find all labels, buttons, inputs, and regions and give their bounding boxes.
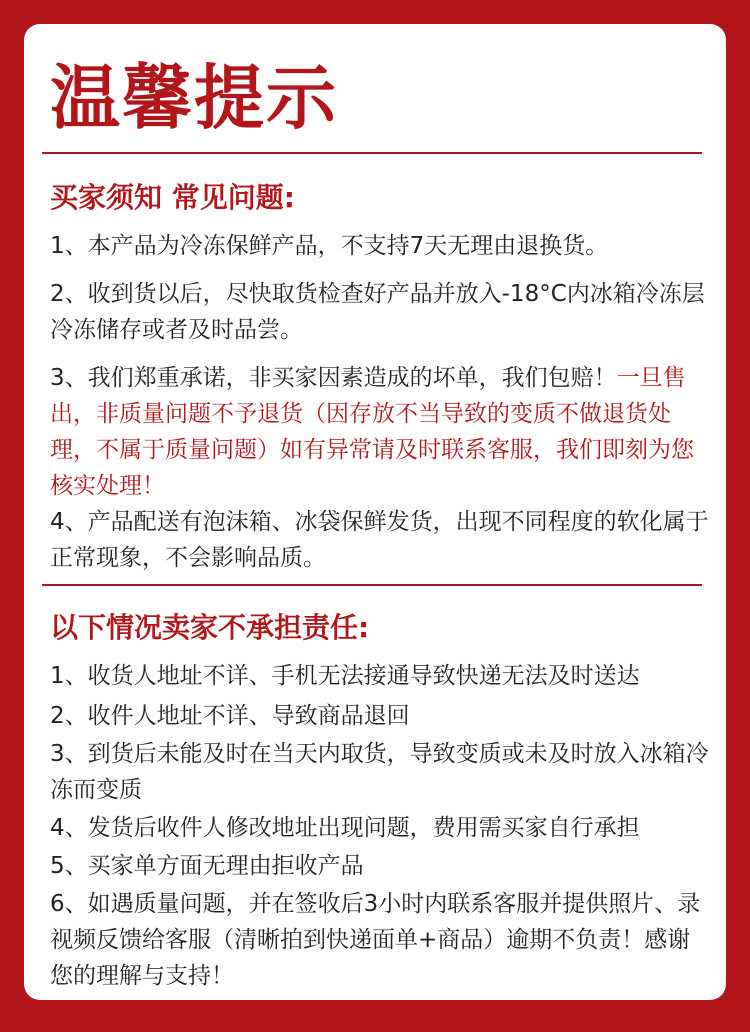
buyer-notice-item: 4、产品配送有泡沫箱、冰袋保鲜发货，出现不同程度的软化属于正常现象，不会影响品质。	[50, 509, 709, 571]
liability-item: 3、到货后未能及时在当天内取货，导致变质或未及时放入冰箱冷冻而变质	[50, 741, 709, 803]
liability-item: 2、收件人地址不详、导致商品退回	[50, 703, 410, 729]
page-title: 温馨提示	[50, 57, 338, 139]
divider-middle	[42, 584, 702, 586]
liability-item: 6、如遇质量问题，并在签收后3小时内联系客服并提供照片、录视频反馈给客服（清晰拍到快递面单+商品）逾期不负责！感谢您的理解与支持！	[50, 891, 701, 989]
return-policy-warning: 一旦售出，非质量问题不予退货（因存放不当导致的变质不做退货处理，不属于质量问题）如有异常请及时联系客服，我们即刻为您核实处理！	[50, 365, 694, 499]
buyer-notice-item: 2、收到货以后，尽快取货检查好产品并放入-18°C内冰箱冷冻层冷冻储存或者及时品尝。	[50, 281, 705, 343]
divider-top	[42, 152, 702, 154]
notice-card	[24, 24, 726, 1000]
liability-item: 4、发货后收件人修改地址出现问题，费用需买家自行承担	[50, 815, 640, 841]
buyer-notice-item: 1、本产品为冷冻保鲜产品，不支持7天无理由退换货。	[50, 233, 609, 259]
buyer-notice-item	[50, 360, 710, 504]
liability-item: 1、收货人地址不详、手机无法接通导致快递无法及时送达	[50, 663, 640, 689]
buyer-notice-item-text: 3、我们郑重承诺，非买家因素造成的坏单，我们包赔！	[50, 365, 617, 391]
section-heading-buyer-notice: 买家须知 常见问题:	[50, 181, 295, 214]
liability-item: 5、买家单方面无理由拒收产品	[50, 853, 364, 879]
section-heading-liability: 以下情况卖家不承担责任:	[50, 611, 370, 644]
